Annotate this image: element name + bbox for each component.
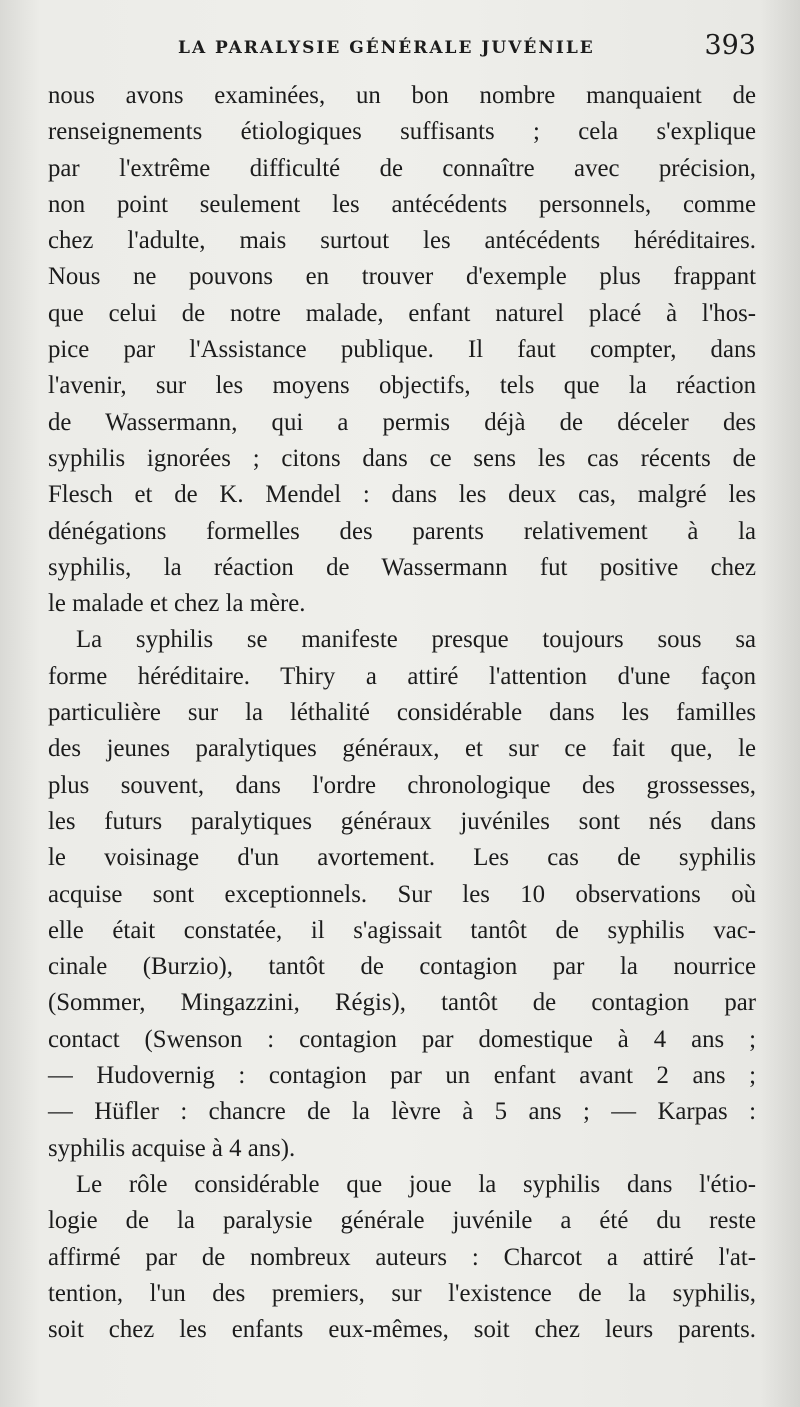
text-line: renseignements étiologiques suffisants ; cela s'explique [48,118,756,146]
paragraph-2 [48,622,756,1166]
text-line: syphilis ignorées ; citons dans ce sens les cas récents de [48,444,756,472]
text-line: non point seulement les antécédents personnels, comme [48,190,756,218]
text-line: chez l'adulte, mais surtout les antécédents héréditaires. [48,227,756,255]
text-line: elle était constatée, il s'agissait tantôt de syphilis vac- [48,916,756,944]
running-title: LA PARALYSIE GÉNÉRALE JUVÉNILE [178,38,595,58]
text-line: cinale (Burzio), tantôt de contagion par la nourrice [48,953,756,981]
text-line: le malade et chez la mère. [48,590,306,618]
text-line: Le rôle considérable que joue la syphilis dans l'étio- [76,1170,756,1198]
page-number: 393 [704,30,756,61]
text-line: syphilis acquise à 4 ans). [48,1134,296,1162]
text-line: forme héréditaire. Thiry a attiré l'attention d'une façon [48,662,756,690]
text-line: que celui de notre malade, enfant naturel placé à l'hos- [48,299,756,327]
text-line: tention, l'un des premiers, sur l'existence de la syphilis, [48,1279,756,1307]
text-line: acquise sont exceptionnels. Sur les 10 observations où [48,880,756,908]
text-line: (Sommer, Mingazzini, Régis), tantôt de contagion par [48,989,756,1017]
text-line: de Wassermann, qui a permis déjà de déceler des [48,408,756,436]
text-line: soit chez les enfants eux-mêmes, soit chez leurs parents. [48,1316,756,1344]
text-line: des jeunes paralytiques généraux, et sur ce fait que, le [48,735,756,763]
text-line: dénégations formelles des parents relativement à la [48,517,756,545]
text-line: Flesch et de K. Mendel : dans les deux cas, malgré les [48,481,756,509]
text-line: Nous ne pouvons en trouver d'exemple plus frappant [48,263,756,291]
text-line: pice par l'Assistance publique. Il faut compter, dans [48,336,756,364]
text-line: La syphilis se manifeste presque toujours sous sa [76,626,756,654]
text-line: logie de la paralysie générale juvénile a été du reste [48,1207,756,1235]
page-header [48,30,756,70]
text-line: par l'extrême difficulté de connaître avec précision, [48,154,756,182]
text-line: le voisinage d'un avortement. Les cas de syphilis [48,844,756,872]
text-line: — Hudovernig : contagion par un enfant avant 2 ans ; [48,1062,756,1090]
text-line: syphilis, la réaction de Wassermann fut positive chez [48,553,756,581]
text-line: nous avons examinées, un bon nombre manquaient de [48,82,756,109]
paragraph-3 [48,1167,756,1348]
text-line: les futurs paralytiques généraux juvéniles sont nés dans [48,807,756,835]
text-line: affirmé par de nombreux auteurs : Charcot a attiré l'at- [48,1243,756,1271]
text-line: — Hüfler : chancre de la lèvre à 5 ans ; — Karpas : [48,1098,756,1126]
text-line: contact (Swenson : contagion par domestique à 4 ans ; [48,1025,756,1053]
paragraph-1 [48,78,756,622]
text-line: l'avenir, sur les moyens objectifs, tels que la réaction [48,372,756,400]
body-text [48,78,756,1348]
text-line: plus souvent, dans l'ordre chronologique des grossesses, [48,771,756,799]
text-line: particulière sur la léthalité considérable dans les familles [48,699,756,727]
